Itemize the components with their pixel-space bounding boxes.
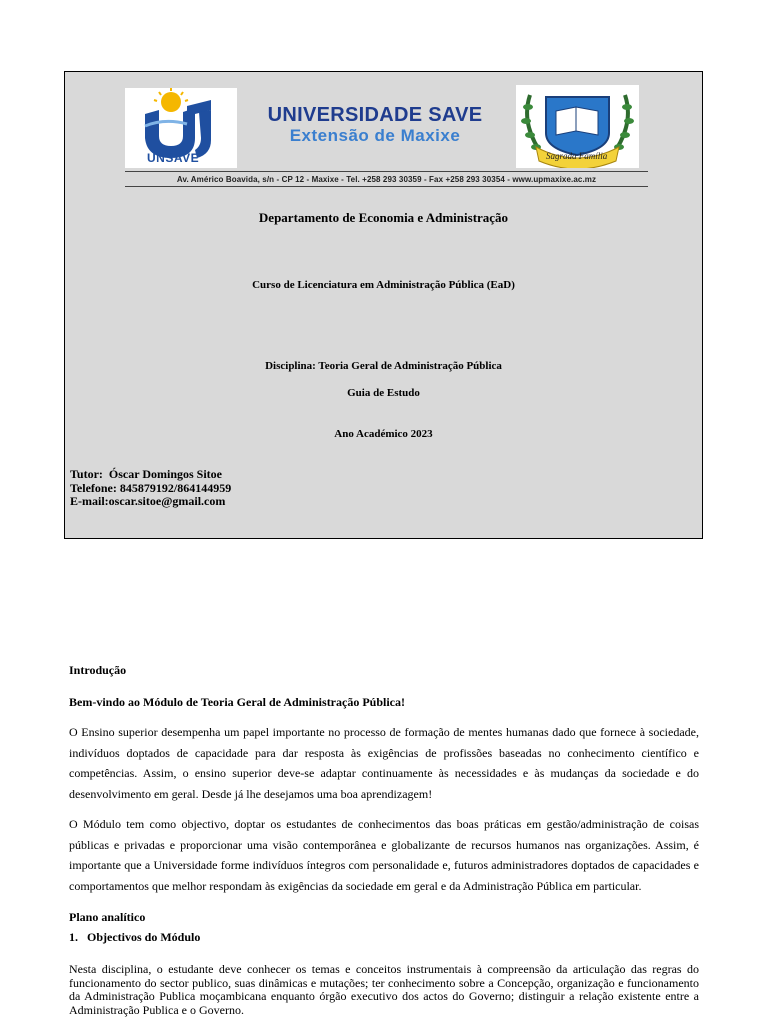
welcome-line: Bem-vindo ao Módulo de Teoria Geral de Administração Pública! [69, 695, 406, 709]
extension-name: Extensão de Maxixe [289, 126, 461, 145]
tutor-name: Tutor: Óscar Domingos Sitoe [70, 467, 223, 481]
guide-title: Guia de Estudo [347, 387, 420, 399]
department-title: Departamento de Economia e Administração [258, 210, 509, 225]
academic-year: Ano Académico 2023 [334, 428, 433, 440]
objectives-paragraph: Nesta disciplina, o estudante deve conhecer os temas e conceitos instrumentais à compreensão da articulação das regras do funcionamento do sector publico, suas dinâmicas e mutações; ter conhecimento sobre a Concepção, organização e funcionamento da Administração Publica moçambicana enquanto órgão executivo dos actos do Governo; distinguir a relação existente entre a Administração Publica e o Governo. [69, 962, 699, 1017]
tutor-phone: Telefone: 845879192/864144959 [70, 480, 232, 495]
objectives-heading: 1. Objectivos do Módulo [69, 930, 201, 944]
sagrada-familia-text: Sagrada Família [546, 151, 608, 161]
header-rule-bottom [125, 186, 648, 187]
intro-paragraph-2: O Módulo tem como objectivo, doptar os estudantes de conhecimentos das boas práticas em gestão/administração de coisas públicas e privadas e proporcionar uma visão contemporânea e globalizante de recursos humanos nas organizações. Assim, é importante que a Universidade forme indivíduos íntegros com personalidade e, futuros administradores doptados de capacidades e comportamentos que melhor respondam às exigências da sociedade em geral e da Administração Pública em particular. [69, 817, 699, 893]
intro-paragraph-1: O Ensino superior desempenha um papel importante no processo de formação de mentes humanas dado que fornece à sociedade, indivíduos doptados de capacidade para dar resposta às exigências de profissões baseadas no conhecimento científico e competências. Assim, o ensino superior deve-se adaptar continuamente às necessidades e às mudanças da sociedade e do desenvolvimento em geral. Desde já lhe desejamos uma boa aprendizagem! [69, 725, 699, 801]
address-line: Av. Américo Boavida, s/n - CP 12 - Maxixe - Tel. +258 293 30359 - Fax +258 293 30354 - www.upmaxixe.ac.mz [176, 175, 597, 184]
plan-heading: Plano analítico [69, 910, 146, 924]
header-rule-top [125, 171, 648, 172]
discipline-title: Disciplina: Teoria Geral de Administração Pública [265, 360, 502, 372]
sagrada-familia-logo [516, 85, 639, 168]
tutor-email[interactable]: E-mail:oscar.sitoe@gmail.com [70, 494, 226, 508]
intro-heading: Introdução [69, 663, 127, 677]
cover-box [64, 71, 703, 539]
tutor-block [70, 468, 231, 509]
university-name: UNIVERSIDADE SAVE [267, 104, 483, 126]
unisave-logo [125, 88, 237, 168]
unisave-logo-text: UNSAVE [147, 151, 200, 165]
course-title: Curso de Licenciatura em Administração Pública (EaD) [252, 279, 515, 291]
